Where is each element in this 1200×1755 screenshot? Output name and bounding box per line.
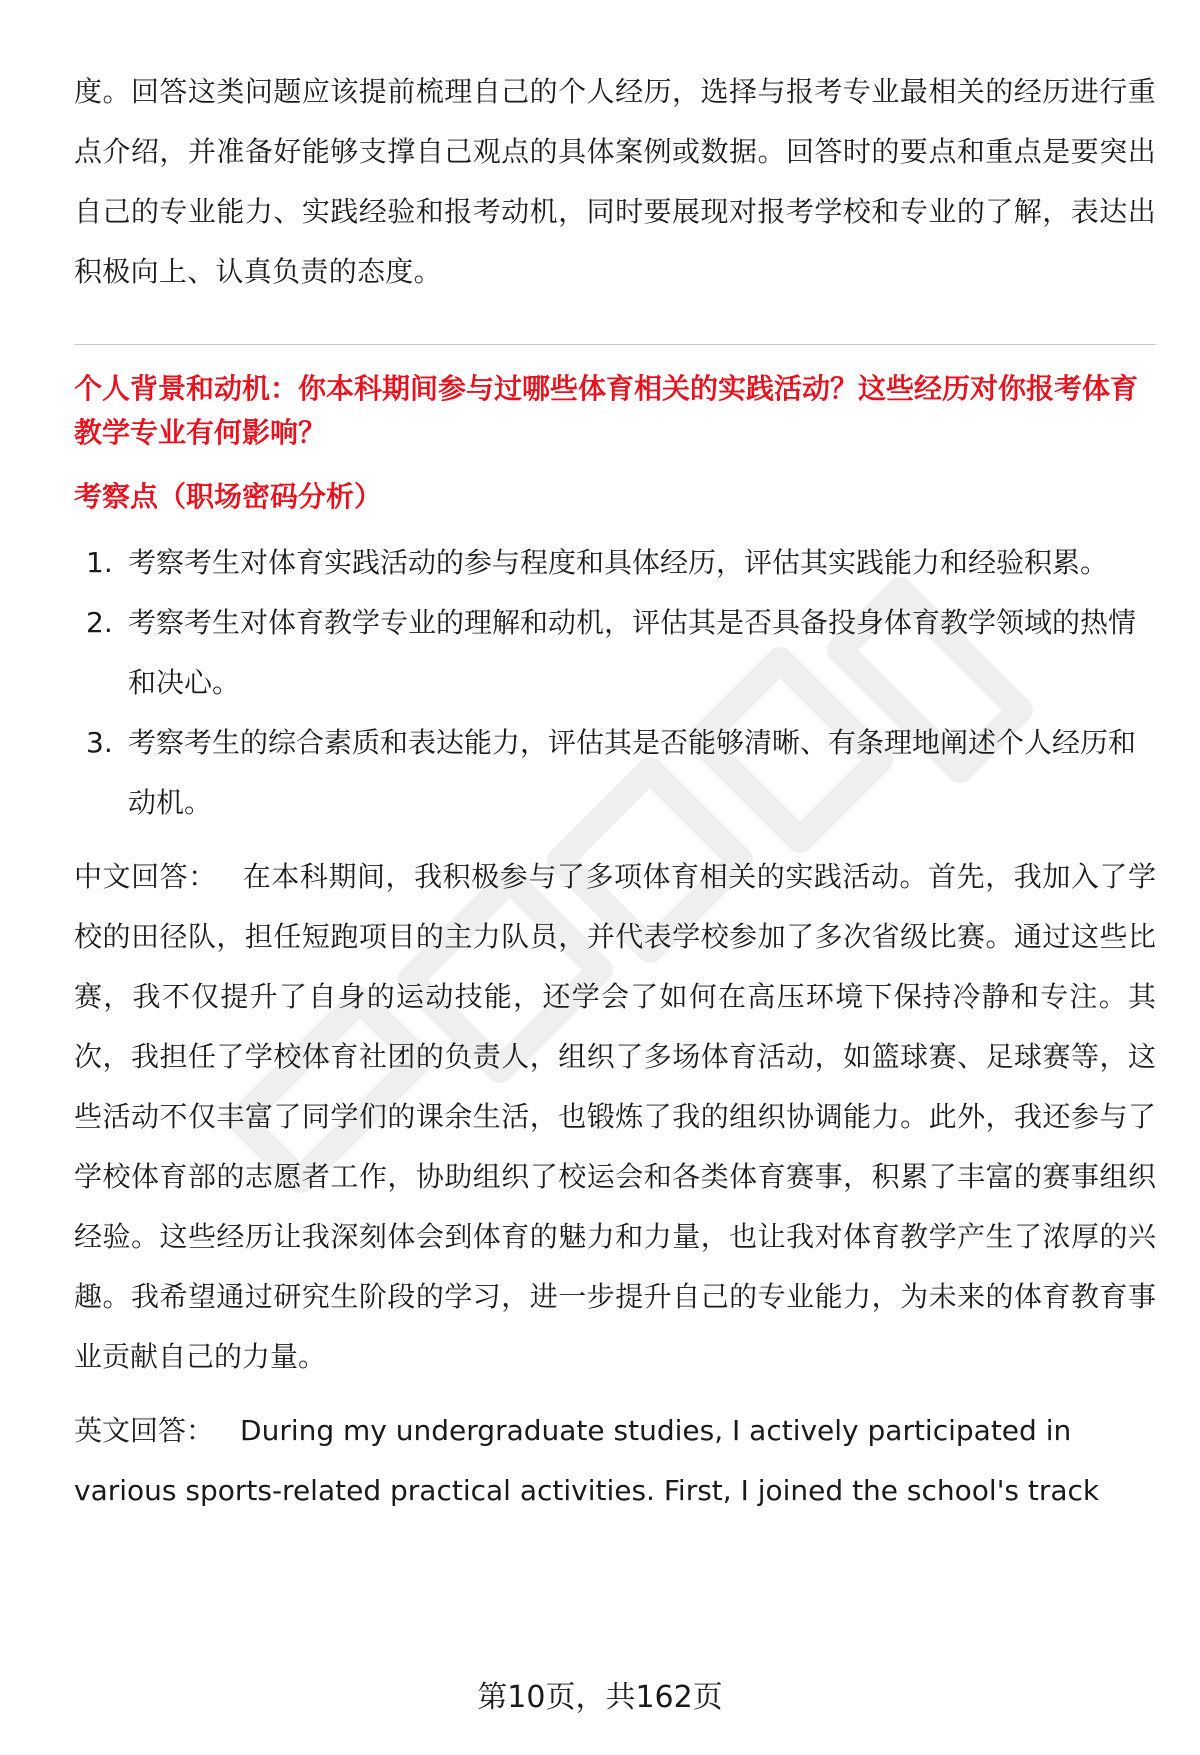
english-answer-text: During my undergraduate studies, I actively participated in various sports-related practical activities. First, I joined the school's track — [74, 1414, 1100, 1507]
chinese-answer-text: 在本科期间，我积极参与了多项体育相关的实践活动。首先，我加入了学校的田径队，担任短跑项目的主力队员，并代表学校参加了多次省级比赛。通过这些比赛，我不仅提升了自身的运动技能，还学会了如何在高压环境下保持冷静和专注。其次，我担任了学校体育社团的负责人，组织了多场体育活动，如篮球赛、足球赛等，这些活动不仅丰富了同学们的课余生活，也锻炼了我的组织协调能力。此外，我还参与了学校体育部的志愿者工作，协助组织了校运会和各类体育赛事，积累了丰富的赛事组织经验。这些经历让我深刻体会到体育的魅力和力量，也让我对体育教学产生了浓厚的兴趣。我希望通过研究生阶段的学习，进一步提升自己的专业能力，为未来的体育教育事业贡献自己的力量。 — [74, 860, 1156, 1373]
document-page — [74, 62, 1156, 1521]
list-item-text: 考察考生的综合素质和表达能力，评估其是否能够清晰、有条理地阐述个人经历和动机。 — [128, 726, 1137, 819]
section-divider — [74, 344, 1156, 345]
list-item — [74, 593, 1156, 713]
chinese-answer — [74, 847, 1156, 1387]
english-answer — [74, 1401, 1156, 1521]
list-item-number: 1. — [86, 546, 113, 579]
list-item-number: 2. — [86, 606, 113, 639]
list-item-text: 考察考生对体育教学专业的理解和动机，评估其是否具备投身体育教学领域的热情和决心。 — [128, 606, 1137, 699]
list-item — [74, 713, 1156, 833]
question-heading: 个人背景和动机：你本科期间参与过哪些体育相关的实践活动？这些经历对你报考体育教学专业有何影响？ — [74, 372, 1139, 449]
list-item — [74, 533, 1156, 593]
assessment-points-list — [74, 533, 1156, 833]
page-footer: 第10页，共162页 — [477, 1680, 723, 1715]
intro-paragraph: 度。回答这类问题应该提前梳理自己的个人经历，选择与报考专业最相关的经历进行重点介绍，并准备好能够支撑自己观点的具体案例或数据。回答时的要点和重点是要突出自己的专业能力、实践经验和报考动机，同时要展现对报考学校和专业的了解，表达出积极向上、认真负责的态度。 — [74, 75, 1156, 288]
list-item-text: 考察考生对体育实践活动的参与程度和具体经历，评估其实践能力和经验积累。 — [128, 546, 1109, 579]
assessment-heading: 考察点（职场密码分析） — [74, 480, 383, 513]
chinese-answer-label: 中文回答： — [74, 860, 217, 893]
list-item-number: 3. — [86, 726, 113, 759]
english-answer-label: 英文回答： — [74, 1414, 215, 1447]
